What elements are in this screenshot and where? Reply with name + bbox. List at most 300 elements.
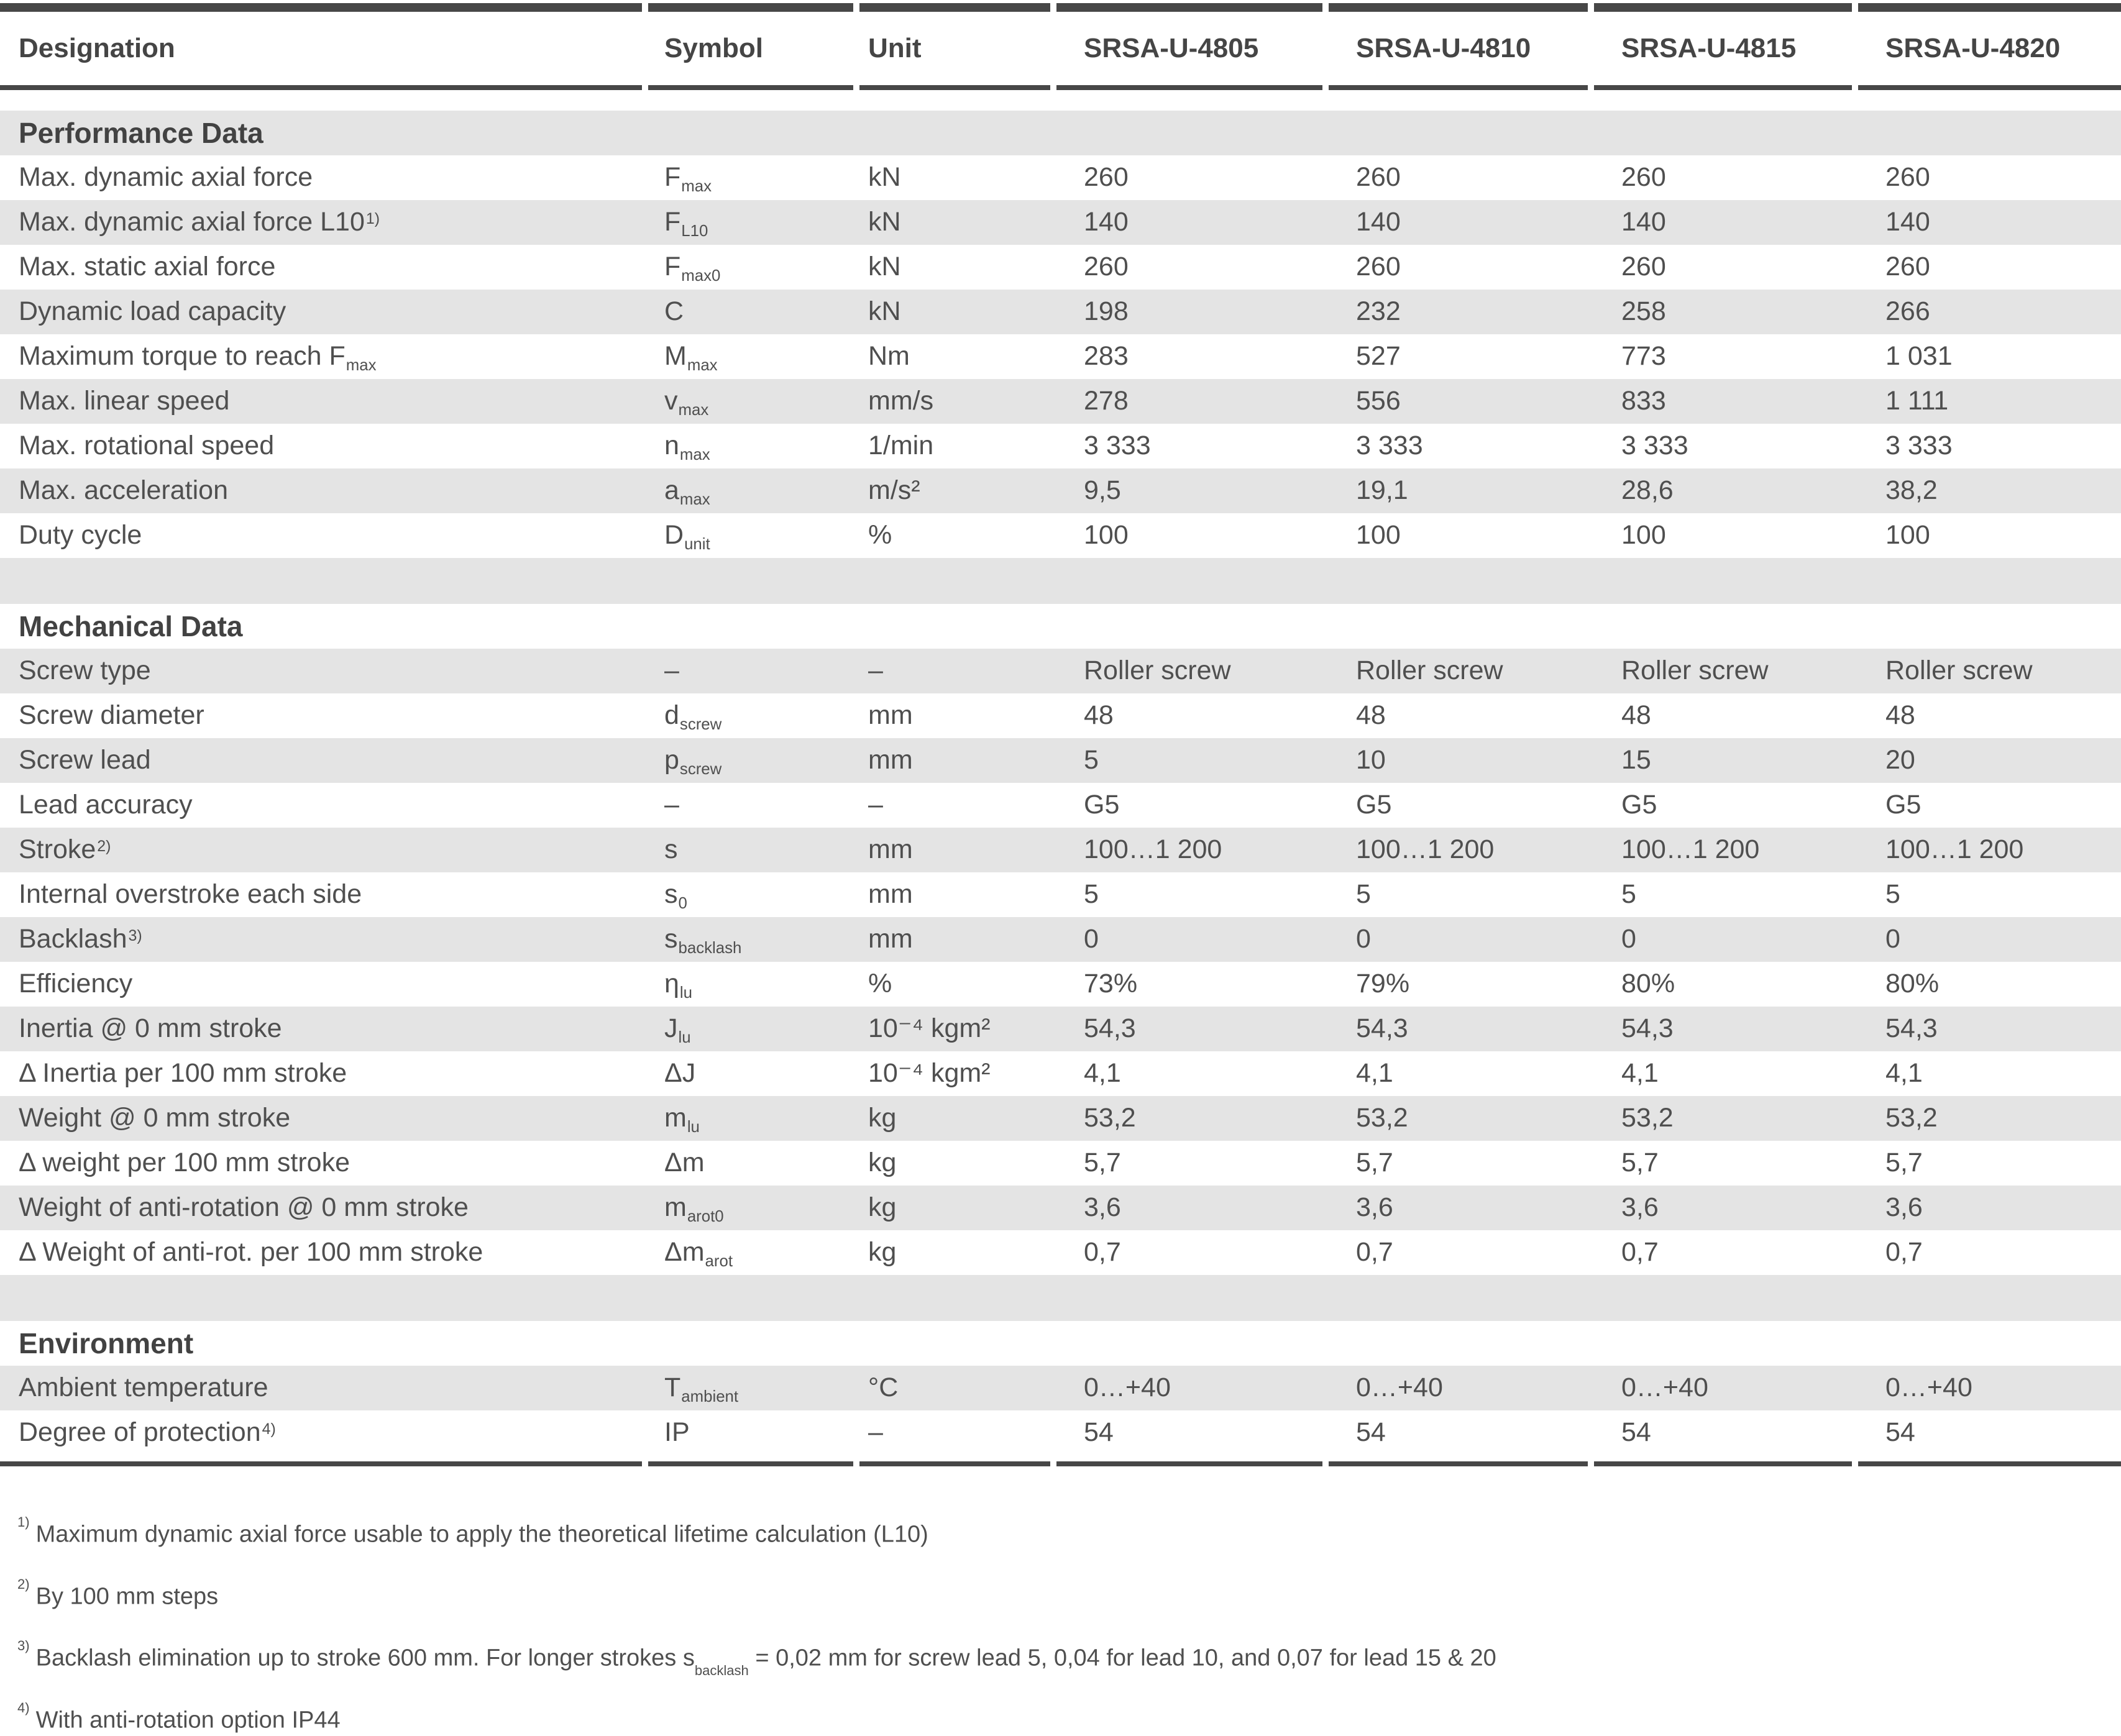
value: Roller screw <box>1621 656 1769 686</box>
unit-label: kN <box>868 296 901 327</box>
section-header-row <box>0 604 2121 649</box>
value-cell-model-3 <box>1594 1238 1858 1266</box>
symbol-base: D <box>664 520 684 550</box>
designation-label: Δ weight per 100 mm stroke <box>19 1148 350 1178</box>
value-cell-model-1 <box>1056 1059 1329 1087</box>
value-cell-model-4 <box>1858 1374 2121 1402</box>
value: 48 <box>1885 700 1915 731</box>
table-row <box>0 828 2121 872</box>
unit-label: kg <box>868 1237 897 1268</box>
symbol-subscript: screw <box>679 761 722 779</box>
value: 266 <box>1885 296 1930 327</box>
unit-label: % <box>868 969 892 999</box>
footnote-text: With anti-rotation option IP44 <box>35 1707 341 1734</box>
value-cell-model-3 <box>1594 657 1858 685</box>
value-cell-model-3 <box>1594 1374 1858 1402</box>
rule-segment <box>0 85 642 90</box>
value-cell-model-1 <box>1056 791 1329 819</box>
table-row <box>0 1051 2121 1096</box>
symbol-base: n <box>664 431 679 461</box>
table-row <box>0 334 2121 379</box>
value: 3,6 <box>1621 1192 1659 1223</box>
value: 100 <box>1621 520 1666 550</box>
symbol-cell <box>648 836 859 864</box>
unit-cell <box>859 970 1056 998</box>
symbol-cell <box>648 1059 859 1087</box>
rule-segment <box>648 1461 853 1466</box>
value-cell-model-3 <box>1594 836 1858 864</box>
value: 53,2 <box>1356 1103 1408 1133</box>
value-cell-model-3 <box>1594 1418 1858 1446</box>
value-cell-model-2 <box>1329 1418 1594 1446</box>
unit-label: – <box>868 790 883 820</box>
value: 54 <box>1084 1417 1114 1448</box>
rule-segment <box>1329 85 1588 90</box>
footnote-marker: 4) <box>17 1699 30 1715</box>
table-row <box>0 783 2121 828</box>
value-cell-model-2 <box>1329 791 1594 819</box>
table-row <box>0 379 2121 424</box>
unit-cell <box>859 521 1056 549</box>
rule-segment <box>1594 85 1852 90</box>
symbol-subscript: max <box>679 446 710 464</box>
value: 0…+40 <box>1084 1373 1171 1403</box>
value-cell-model-3 <box>1594 521 1858 549</box>
value-cell-model-1 <box>1056 746 1329 774</box>
value: 100 <box>1885 520 1930 550</box>
symbol-subscript: lu <box>678 1029 691 1047</box>
column-header-unit: Unit <box>868 32 922 63</box>
value-cell-model-3 <box>1594 1104 1858 1132</box>
designation-label: Duty cycle <box>19 520 142 550</box>
value: 4,1 <box>1885 1058 1923 1089</box>
designation-cell <box>0 1149 648 1177</box>
symbol-base: F <box>664 207 681 237</box>
value: Roller screw <box>1356 656 1503 686</box>
value: 0…+40 <box>1885 1373 1972 1403</box>
section-spacer <box>0 1275 2121 1321</box>
unit-cell <box>859 477 1056 505</box>
designation-cell <box>0 163 648 191</box>
designation-cell <box>0 925 648 953</box>
value: 0…+40 <box>1621 1373 1708 1403</box>
designation-label: Backlash <box>19 924 127 954</box>
unit-cell <box>859 387 1056 415</box>
value-cell-model-4 <box>1858 701 2121 729</box>
value-cell-model-3 <box>1594 1149 1858 1177</box>
value: 556 <box>1356 386 1401 416</box>
unit-label: kN <box>868 207 901 237</box>
symbol-base: s <box>664 879 678 910</box>
value-cell-model-2 <box>1329 1149 1594 1177</box>
value: 140 <box>1621 207 1666 237</box>
symbol-base: T <box>664 1373 681 1403</box>
value: 28,6 <box>1621 475 1674 506</box>
unit-cell <box>859 791 1056 819</box>
value: 0…+40 <box>1356 1373 1443 1403</box>
table-row <box>0 962 2121 1007</box>
rule-segment <box>1594 3 1852 12</box>
unit-cell <box>859 253 1056 281</box>
value: 527 <box>1356 341 1401 372</box>
symbol-base: – <box>664 656 679 686</box>
unit-label: Nm <box>868 341 910 372</box>
value: 260 <box>1084 252 1129 282</box>
rule-segment <box>0 3 642 12</box>
value-cell-model-4 <box>1858 925 2121 953</box>
value: 1 031 <box>1885 341 1953 372</box>
unit-label: 10⁻⁴ kgm² <box>868 1058 991 1089</box>
symbol-base: a <box>664 475 679 506</box>
section-title <box>0 118 2121 148</box>
rule-segment <box>648 3 853 12</box>
rule-segment <box>1056 1461 1322 1466</box>
unit-cell <box>859 1015 1056 1043</box>
value-cell-model-1 <box>1056 836 1329 864</box>
column-header-designation: Designation <box>19 32 175 63</box>
designation-cell <box>0 1104 648 1132</box>
symbol-cell <box>648 791 859 819</box>
value-cell-model-1 <box>1056 1238 1329 1266</box>
designation-cell <box>0 657 648 685</box>
footnote-text: = 0,02 mm for screw lead 5, 0,04 for lead 10, and 0,07 for lead 15 & 20 <box>748 1645 1496 1671</box>
value: 19,1 <box>1356 475 1408 506</box>
designation-label: Efficiency <box>19 969 133 999</box>
value-cell-model-4 <box>1858 1059 2121 1087</box>
value-cell-model-4 <box>1858 791 2121 819</box>
footnote-marker: 3) <box>17 1638 30 1654</box>
unit-cell <box>859 657 1056 685</box>
designation-cell <box>0 298 648 326</box>
value-cell-model-4 <box>1858 836 2121 864</box>
value: 283 <box>1084 341 1129 372</box>
value-cell-model-1 <box>1056 387 1329 415</box>
symbol-base: Δm <box>664 1148 705 1178</box>
value: 54,3 <box>1084 1013 1136 1044</box>
value-cell-model-3 <box>1594 880 1858 908</box>
value-cell-model-3 <box>1594 746 1858 774</box>
value: 5 <box>1621 879 1636 910</box>
value: 140 <box>1084 207 1129 237</box>
rule-segment <box>1329 1461 1588 1466</box>
value-cell-model-1 <box>1056 925 1329 953</box>
designation-subscript: max <box>346 357 377 375</box>
symbol-base: C <box>664 296 684 327</box>
table-row <box>0 872 2121 917</box>
unit-cell <box>859 342 1056 370</box>
unit-label: mm <box>868 700 913 731</box>
symbol-subscript: max <box>681 178 712 196</box>
symbol-subscript: max <box>678 401 709 419</box>
table-row <box>0 1230 2121 1275</box>
symbol-subscript: max <box>687 357 718 375</box>
value-cell-model-2 <box>1329 1194 1594 1222</box>
value-cell-model-1 <box>1056 432 1329 460</box>
symbol-base: η <box>664 969 679 999</box>
table-row <box>0 1096 2121 1141</box>
designation-label: Inertia @ 0 mm stroke <box>19 1013 282 1044</box>
value: 48 <box>1621 700 1651 731</box>
designation-label: Max. acceleration <box>19 475 228 506</box>
symbol-cell <box>648 298 859 326</box>
value-cell-model-2 <box>1329 477 1594 505</box>
value: 258 <box>1621 296 1666 327</box>
value-cell-model-1 <box>1056 970 1329 998</box>
designation-label: Max. dynamic axial force L10 <box>19 207 365 237</box>
designation-footnote-marker: 2) <box>97 838 111 856</box>
unit-cell <box>859 1194 1056 1222</box>
column-header-symbol: Symbol <box>664 32 763 63</box>
value-cell-model-2 <box>1329 970 1594 998</box>
footnote-4 <box>17 1699 2121 1736</box>
value: 53,2 <box>1621 1103 1674 1133</box>
table-row <box>0 245 2121 290</box>
table-row <box>0 1141 2121 1186</box>
designation-label: Max. rotational speed <box>19 431 275 461</box>
unit-label: m/s² <box>868 475 920 506</box>
rule-segment <box>1858 1461 2121 1466</box>
symbol-cell <box>648 1373 859 1406</box>
symbol-cell <box>648 431 859 464</box>
unit-label: kg <box>868 1192 897 1223</box>
value-cell-model-3 <box>1594 298 1858 326</box>
section-header-row <box>0 111 2121 155</box>
symbol-subscript: screw <box>679 716 722 734</box>
value-cell-model-2 <box>1329 880 1594 908</box>
value-cell-model-1 <box>1056 342 1329 370</box>
value: 3,6 <box>1084 1192 1121 1223</box>
unit-label: kN <box>868 162 901 193</box>
unit-cell <box>859 925 1056 953</box>
unit-cell <box>859 1059 1056 1087</box>
value: 20 <box>1885 745 1915 775</box>
value-cell-model-1 <box>1056 1015 1329 1043</box>
symbol-cell <box>648 1013 859 1047</box>
symbol-cell <box>648 879 859 913</box>
footnote-text: By 100 mm steps <box>35 1583 219 1610</box>
value: G5 <box>1621 790 1657 820</box>
designation-label: Max. dynamic axial force <box>19 162 313 193</box>
symbol-subscript: arot <box>705 1253 733 1271</box>
value: 0,7 <box>1356 1237 1393 1268</box>
value-cell-model-3 <box>1594 701 1858 729</box>
column-header-model-1: SRSA-U-4805 <box>1084 32 1259 63</box>
value-cell-model-2 <box>1329 1374 1594 1402</box>
designation-cell <box>0 1238 648 1266</box>
value: 5,7 <box>1621 1148 1659 1178</box>
table-row <box>0 1186 2121 1230</box>
symbol-base: m <box>664 1192 687 1223</box>
designation-label: Screw type <box>19 656 151 686</box>
value: 48 <box>1356 700 1386 731</box>
value: 73% <box>1084 969 1138 999</box>
table-row <box>0 290 2121 334</box>
symbol-base: Δm <box>664 1237 705 1268</box>
designation-cell <box>0 1418 648 1446</box>
designation-label: Dynamic load capacity <box>19 296 286 327</box>
designation-cell <box>0 432 648 460</box>
symbol-cell <box>648 745 859 779</box>
designation-label: Ambient temperature <box>19 1373 268 1403</box>
designation-cell <box>0 521 648 549</box>
unit-cell <box>859 880 1056 908</box>
symbol-base: ΔJ <box>664 1058 696 1089</box>
value-cell-model-2 <box>1329 746 1594 774</box>
table-row <box>0 1410 2121 1455</box>
symbol-subscript: unit <box>684 536 710 554</box>
designation-cell <box>0 791 648 819</box>
symbol-subscript: max0 <box>681 267 721 285</box>
unit-cell <box>859 1238 1056 1266</box>
value: G5 <box>1885 790 1922 820</box>
value-cell-model-4 <box>1858 657 2121 685</box>
value-cell-model-3 <box>1594 1059 1858 1087</box>
value: 4,1 <box>1356 1058 1393 1089</box>
designation-cell <box>0 208 648 236</box>
symbol-cell <box>648 1192 859 1226</box>
value-cell-model-4 <box>1858 208 2121 236</box>
value-cell-model-2 <box>1329 657 1594 685</box>
value-cell-model-4 <box>1858 387 2121 415</box>
value: 5 <box>1084 879 1099 910</box>
value: 54,3 <box>1621 1013 1674 1044</box>
section-title <box>0 1328 2121 1358</box>
value: 4,1 <box>1084 1058 1121 1089</box>
value: 3,6 <box>1356 1192 1393 1223</box>
value: 9,5 <box>1084 475 1121 506</box>
unit-cell <box>859 701 1056 729</box>
designation-label: Max. static axial force <box>19 252 276 282</box>
value-cell-model-1 <box>1056 1104 1329 1132</box>
value: 3,6 <box>1885 1192 1923 1223</box>
value-cell-model-1 <box>1056 701 1329 729</box>
value: 833 <box>1621 386 1666 416</box>
value-cell-model-1 <box>1056 1149 1329 1177</box>
rule-segment <box>1056 3 1322 12</box>
value: 3 333 <box>1084 431 1151 461</box>
footnote-text: Maximum dynamic axial force usable to apply the theoretical lifetime calculation (L10) <box>35 1521 928 1548</box>
value-cell-model-4 <box>1858 521 2121 549</box>
value: 15 <box>1621 745 1651 775</box>
section-header-row <box>0 1321 2121 1366</box>
unit-label: mm <box>868 834 913 865</box>
designation-label: Max. linear speed <box>19 386 230 416</box>
symbol-base: F <box>664 162 681 193</box>
value: 53,2 <box>1885 1103 1938 1133</box>
unit-cell <box>859 1418 1056 1446</box>
value-cell-model-1 <box>1056 298 1329 326</box>
value-cell-model-3 <box>1594 1194 1858 1222</box>
value-cell-model-2 <box>1329 701 1594 729</box>
value-cell-model-2 <box>1329 836 1594 864</box>
value: 4,1 <box>1621 1058 1659 1089</box>
rule-segment <box>648 85 853 90</box>
section-title-label: Environment <box>19 1327 194 1359</box>
value-cell-model-3 <box>1594 208 1858 236</box>
unit-cell <box>859 1374 1056 1402</box>
table-row <box>0 468 2121 513</box>
value-cell-model-2 <box>1329 1104 1594 1132</box>
symbol-base: s <box>664 924 678 954</box>
designation-cell <box>0 1015 648 1043</box>
value: 100…1 200 <box>1885 834 2024 865</box>
unit-cell <box>859 163 1056 191</box>
column-header-model-2: SRSA-U-4810 <box>1356 32 1531 63</box>
unit-cell <box>859 298 1056 326</box>
value: 100 <box>1084 520 1129 550</box>
value-cell-model-1 <box>1056 1194 1329 1222</box>
value: 5 <box>1885 879 1900 910</box>
bottom-rule-segments <box>0 1461 2121 1466</box>
footnote-3 <box>17 1638 2121 1679</box>
header-rule <box>0 85 2121 90</box>
value: 140 <box>1356 207 1401 237</box>
rule-segment <box>859 85 1050 90</box>
symbol-cell <box>648 657 859 685</box>
unit-cell <box>859 208 1056 236</box>
value-cell-model-2 <box>1329 925 1594 953</box>
value: 260 <box>1356 162 1401 193</box>
table-row <box>0 738 2121 783</box>
symbol-subscript: max <box>679 491 710 509</box>
symbol-cell <box>648 969 859 1002</box>
symbol-cell <box>648 162 859 196</box>
value: Roller screw <box>1885 656 2033 686</box>
value: 260 <box>1885 162 1930 193</box>
value-cell-model-3 <box>1594 342 1858 370</box>
symbol-cell <box>648 520 859 554</box>
designation-footnote-marker: 1) <box>365 210 380 228</box>
rule-segment <box>1329 3 1588 12</box>
value-cell-model-1 <box>1056 477 1329 505</box>
value: 260 <box>1621 252 1666 282</box>
value: 54 <box>1356 1417 1386 1448</box>
rule-segment <box>859 3 1050 12</box>
value-cell-model-1 <box>1056 521 1329 549</box>
value: 232 <box>1356 296 1401 327</box>
rule-segment <box>1594 1461 1852 1466</box>
symbol-cell <box>648 1418 859 1446</box>
symbol-subscript: arot0 <box>687 1208 724 1226</box>
unit-label: kN <box>868 252 901 282</box>
unit-cell <box>859 1149 1056 1177</box>
symbol-cell <box>648 341 859 375</box>
value-cell-model-4 <box>1858 880 2121 908</box>
value: 260 <box>1621 162 1666 193</box>
value-cell-model-3 <box>1594 925 1858 953</box>
value-cell-model-3 <box>1594 387 1858 415</box>
designation-label: Stroke <box>19 834 96 865</box>
designation-cell <box>0 836 648 864</box>
value: 3 333 <box>1356 431 1423 461</box>
value-cell-model-4 <box>1858 1238 2121 1266</box>
designation-cell <box>0 387 648 415</box>
value-cell-model-4 <box>1858 746 2121 774</box>
value-cell-model-4 <box>1858 298 2121 326</box>
designation-cell <box>0 880 648 908</box>
symbol-cell <box>648 386 859 419</box>
footnote-subscript: backlash <box>694 1663 749 1679</box>
value: 54 <box>1885 1417 1915 1448</box>
value: 140 <box>1885 207 1930 237</box>
value-cell-model-2 <box>1329 1015 1594 1043</box>
symbol-subscript: lu <box>679 984 693 1002</box>
value-cell-model-2 <box>1329 432 1594 460</box>
value-cell-model-1 <box>1056 1374 1329 1402</box>
value: 1 111 <box>1885 386 1949 416</box>
symbol-subscript: lu <box>687 1118 700 1136</box>
symbol-cell <box>648 924 859 957</box>
